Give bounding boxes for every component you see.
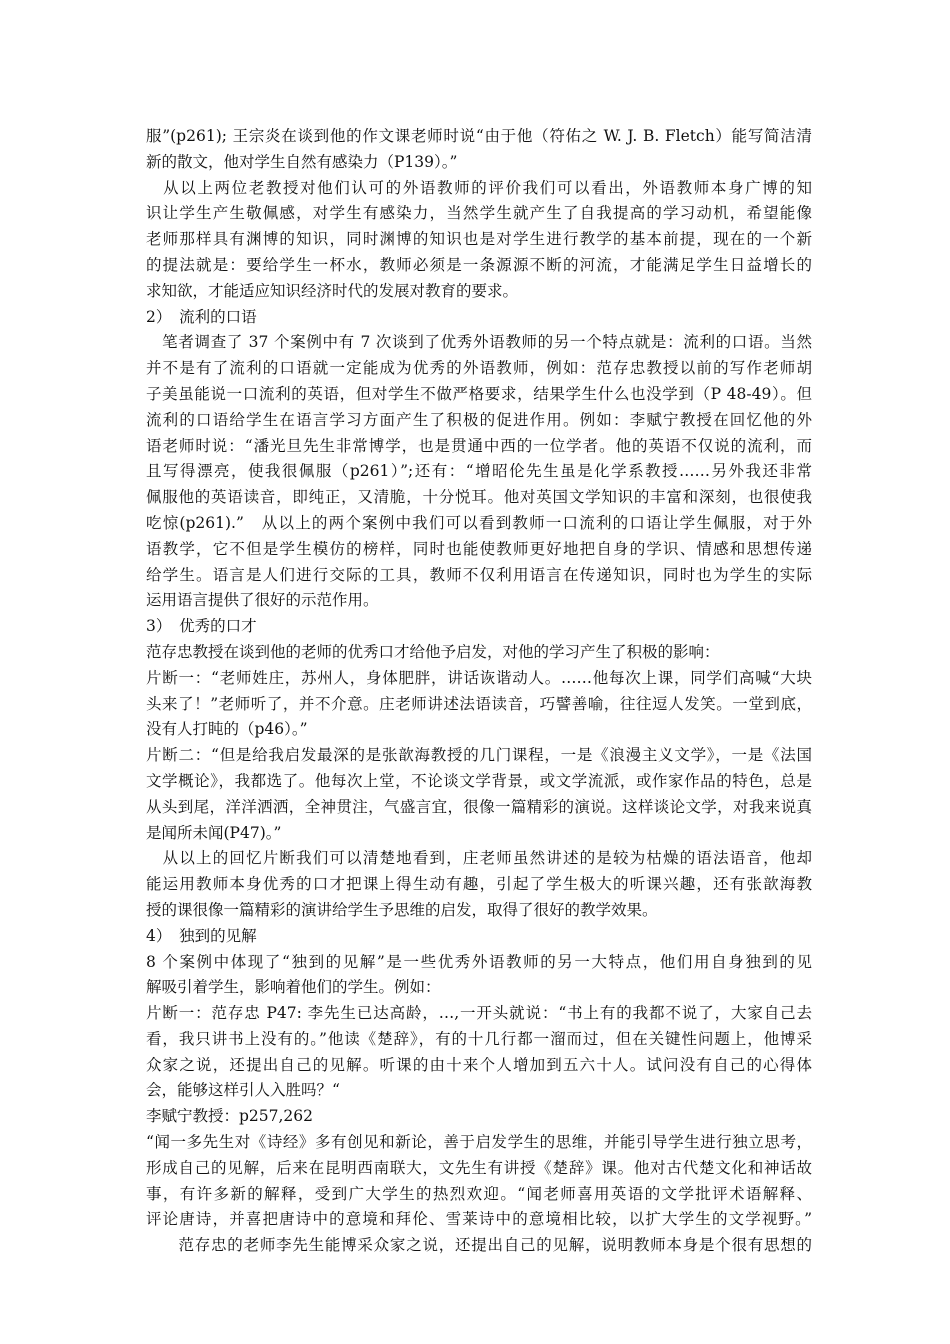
text-line: 服”(p261); 王宗炎在谈到他的作文课老师时说“由于他（符佑之 W. J. B. Fletch）能写简洁清 <box>146 127 812 145</box>
text-line: 子美虽能说一口流利的英语，但对学生不做严格要求，结果学生什么也没学到（P 48-49）。但 <box>146 384 812 403</box>
text-line: 是闻所未闻(P47)。” <box>146 823 282 842</box>
text-line: 笔者调查了 37 个案例中有 7 次谈到了优秀外语教师的另一个特点就是：流利的口语。当然 <box>146 333 812 352</box>
text-line: 解吸引着学生，影响着他们的学生。例如： <box>146 978 441 997</box>
text-line: 求知欲，才能适应知识经济时代的发展对教育的要求。 <box>146 281 519 300</box>
text-line: 片断一：范存忠 P47: 李先生已达高龄，…,一开头就说：“书上有的我都不说了，大家自己去 <box>146 1004 812 1023</box>
text-line: 的提法就是：要给学生一杯水，教师必须是一条源源不断的河流，才能满足学生日益增长的 <box>146 255 812 274</box>
text-line: 识让学生产生敬佩感，对学生有感染力，当然学生就产生了自我提高的学习动机，希望能像 <box>146 204 812 223</box>
text-line: 从头到尾，洋洋洒洒，全神贯注，气盛言宜，很像一篇精彩的演说。这样谈论文学，对我来说真 <box>146 797 812 816</box>
text-line: 形成自己的见解，后来在昆明西南联大，文先生有讲授《楚辞》课。他对古代楚文化和神话故 <box>146 1158 812 1177</box>
text-line: 从以上两位老教授对他们认可的外语教师的评价我们可以看出，外语教师本身广博的知 <box>146 178 812 197</box>
text-line: 流利的口语给学生在语言学习方面产生了积极的促进作用。例如：李赋宁教授在回忆他的外 <box>146 410 812 429</box>
text-line: 头来了！”老师听了，并不介意。庄老师讲述法语读音，巧譬善喻，往往逗人发笑。一堂到底， <box>146 694 812 713</box>
text-line: 佩服他的英语读音，即纯正，又清脆，十分悦耳。他对英国文学知识的丰富和深刻，也很使我 <box>146 488 812 507</box>
text-line: 没有人打盹的（p46）。” <box>146 720 308 739</box>
text-line: 4） 独到的见解 <box>146 926 257 945</box>
text-line: 语教学，它不但是学生模仿的榜样，同时也能使教师更好地把自身的学识、情感和思想传递 <box>146 539 812 558</box>
text-line: 片断二：“但是给我启发最深的是张歆海教授的几门课程，一是《浪漫主义文学》，一是《法国 <box>146 746 812 765</box>
text-line: 3） 优秀的口才 <box>146 617 257 636</box>
text-line: 范存忠的老师李先生能博采众家之说，还提出自己的见解，说明教师本身是个很有思想的 <box>146 1236 812 1255</box>
text-line: 李赋宁教授：p257,262 <box>146 1107 314 1126</box>
text-line: 新的散文，他对学生自然有感染力（P139）。” <box>146 152 458 171</box>
text-line: 众家之说，还提出自己的见解。听课的由十来个人增加到五六十人。试问没有自己的心得体 <box>146 1055 812 1074</box>
text-line: 文学概论》，我都选了。他每次上堂，不论谈文学背景，或文学流派，或作家作品的特色，总是 <box>146 771 812 790</box>
text-line: “闻一多先生对《诗经》多有创见和新论，善于启发学生的思维，并能引导学生进行独立思考， <box>146 1133 812 1152</box>
text-line: 范存忠教授在谈到他的老师的优秀口才给他予启发，对他的学习产生了积极的影响： <box>146 642 720 661</box>
text-line: 事，有许多新的解释，受到广大学生的热烈欢迎。“闻老师喜用英语的文学批评术语解释、 <box>146 1184 812 1203</box>
text-line: 给学生。语言是人们进行交际的工具，教师不仅利用语言在传递知识，同时也为学生的实际 <box>146 565 812 584</box>
text-line: 并不是有了流利的口语就一定能成为优秀的外语教师，例如：范存忠教授以前的写作老师胡 <box>146 359 812 378</box>
text-line: 评论唐诗，并喜把唐诗中的意境和拜伦、雪莱诗中的意境相比较，以扩大学生的文学视野。” <box>146 1210 812 1229</box>
text-line: 2） 流利的口语 <box>146 307 257 326</box>
text-line: 看，我只讲书上没有的。”他读《楚辞》，有的十几行都一溜而过，但在关键性问题上，他博采 <box>146 1029 812 1048</box>
text-line: 老师那样具有渊博的知识，同时渊博的知识也是对学生进行教学的基本前提，现在的一个新 <box>146 230 812 249</box>
text-line: 能运用教师本身优秀的口才把课上得生动有趣，引起了学生极大的听课兴趣，还有张歆海教 <box>146 875 812 894</box>
text-line: 语老师时说：“潘光旦先生非常博学，也是贯通中西的一位学者。他的英语不仅说的流利，而 <box>146 436 812 455</box>
text-line: 运用语言提供了很好的示范作用。 <box>146 591 379 610</box>
document-body <box>146 124 812 1259</box>
text-line: 从以上的回忆片断我们可以清楚地看到，庄老师虽然讲述的是较为枯燥的语法语音，他却 <box>146 849 812 868</box>
text-line: 且写得漂亮，使我很佩服（p261）”;还有：“增昭伦先生虽是化学系教授……另外我还非常 <box>146 462 812 481</box>
text-line: 吃惊(p261).” 从以上的两个案例中我们可以看到教师一口流利的口语让学生佩服，对于外 <box>146 513 812 532</box>
text-line: 会，能够这样引人入胜吗？“ <box>146 1081 340 1100</box>
text-line: 授的课很像一篇精彩的演讲给学生予思维的启发，取得了很好的教学效果。 <box>146 900 658 919</box>
text-line: 片断一：“老师姓庄，苏州人，身体肥胖，讲话诙谐动人。……他每次上课，同学们高喊“大块 <box>146 668 812 687</box>
text-line: 8 个案例中体现了“独到的见解”是一些优秀外语教师的另一大特点，他们用自身独到的见 <box>146 952 812 971</box>
